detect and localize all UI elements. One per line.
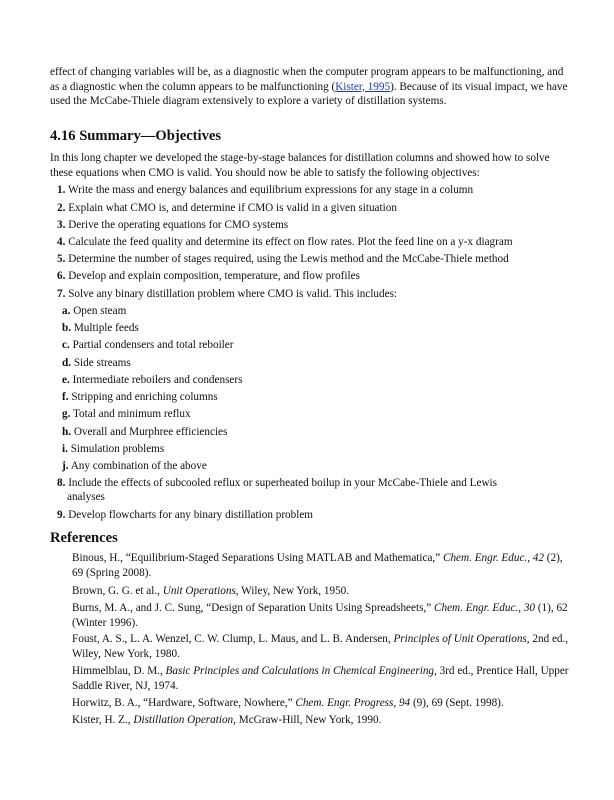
objective-number: 6. xyxy=(57,270,66,282)
sub-item-letter: g. xyxy=(62,408,71,420)
sub-item xyxy=(62,407,191,422)
reference-details: , Wiley, New York, 1950. xyxy=(235,585,350,597)
sub-item-text: Multiple feeds xyxy=(73,322,139,334)
reference-authors: Foust, A. S., L. A. Wenzel, C. W. Clump, L. Maus, and L. B. Andersen, xyxy=(72,633,394,645)
objective-item-continuation: analyses xyxy=(67,491,105,503)
objective-item xyxy=(57,252,509,267)
objective-text: Include the effects of subcooled reflux or superheated boilup in your McCabe-Thiele and Lewis xyxy=(68,477,497,489)
sub-item-text: Overall and Murphree efficiencies xyxy=(73,426,228,438)
reference-authors: Himmelblau, D. M., xyxy=(72,665,166,677)
section-heading-summary: 4.16 Summary—Objectives xyxy=(50,128,222,144)
sub-item-text: Any combination of the above xyxy=(70,460,207,472)
sub-item xyxy=(62,321,139,336)
sub-item-text: Partial condensers and total reboiler xyxy=(72,339,234,351)
reference-source: Unit Operations xyxy=(162,585,236,597)
objective-text: Calculate the feed quality and determine its effect on flow rates. Plot the feed line on a y-x diagram xyxy=(68,236,513,248)
kister-1995-link[interactable]: Kister, 1995 xyxy=(335,80,391,93)
reference-source: Chem. Engr. Educ., 42 xyxy=(443,552,544,564)
objective-number: 1. xyxy=(57,184,66,196)
objective-text: Explain what CMO is, and determine if CMO is valid in a given situation xyxy=(68,202,397,214)
sub-item xyxy=(62,442,164,457)
sub-item xyxy=(62,304,126,319)
sub-item xyxy=(62,425,227,440)
sub-item-text: Intermediate reboilers and condensers xyxy=(72,374,243,386)
reference-authors: Kister, H. Z., xyxy=(72,714,134,726)
objective-text: Develop flowcharts for any binary distillation problem xyxy=(68,509,314,521)
objective-number: 2. xyxy=(57,202,66,214)
reference-source: Principles of Unit Operations xyxy=(393,633,527,645)
objective-number: 4. xyxy=(57,236,66,248)
objective-number: 8. xyxy=(57,477,66,489)
intro-text-2: ). Because of its visual impact, we have used the McCabe-Thiele diagram extensively to explore a variety of distillation systems. xyxy=(50,80,568,108)
sub-item-letter: b. xyxy=(62,322,72,334)
sub-item-text: Open steam xyxy=(73,305,127,317)
sub-item-letter: c. xyxy=(62,339,70,351)
reference-entry xyxy=(72,551,572,580)
objective-text: Write the mass and energy balances and equilibrium expressions for any stage in a column xyxy=(68,184,474,196)
sub-item-letter: d. xyxy=(62,357,72,369)
sub-item-letter: j. xyxy=(62,460,69,472)
reference-entry xyxy=(72,584,572,599)
sub-item-letter: e. xyxy=(62,374,70,386)
sub-item-text: Total and minimum reflux xyxy=(73,408,191,420)
sub-item xyxy=(62,373,242,388)
objective-number: 3. xyxy=(57,219,66,231)
reference-source: Basic Principles and Calculations in Chemical Engineering xyxy=(165,665,435,677)
reference-details: , 3rd ed., Prentice Hall, Upper Saddle River, NJ, 1974. xyxy=(72,665,569,692)
reference-entry xyxy=(72,632,572,661)
reference-details: (2), 69 (Spring 2008). xyxy=(72,552,563,579)
objective-item xyxy=(57,508,313,523)
reference-authors: Burns, M. A., and J. C. Sung, “Design of Separation Units Using Spreadsheets,” xyxy=(72,602,435,614)
sub-item-letter: h. xyxy=(62,426,72,438)
objective-item xyxy=(57,269,360,284)
sub-item-text: Stripping and enriching columns xyxy=(71,391,218,403)
objective-item xyxy=(57,183,473,198)
reference-authors: Binous, H., “Equilibrium-Staged Separations Using MATLAB and Mathematica,” xyxy=(72,552,443,564)
sub-item-text: Simulation problems xyxy=(70,443,165,455)
objective-number: 7. xyxy=(57,288,66,300)
reference-details: (1), 62 (Winter 1996). xyxy=(72,602,568,629)
sub-item xyxy=(62,338,233,353)
objective-text: Develop and explain composition, temperature, and flow profiles xyxy=(68,270,360,282)
reference-source: Distillation Operation xyxy=(133,714,234,726)
reference-authors: Brown, G. G. et al., xyxy=(72,585,163,597)
reference-details: (9), 69 (Sept. 1998). xyxy=(410,697,504,709)
reference-details: , McGraw-Hill, New York, 1990. xyxy=(233,714,382,726)
reference-entry xyxy=(72,601,572,630)
objective-item xyxy=(57,476,497,491)
reference-entry xyxy=(72,713,572,728)
objective-number: 9. xyxy=(57,509,66,521)
sub-item-letter: f. xyxy=(62,391,69,403)
objective-text: Determine the number of stages required, using the Lewis method and the McCabe-Thiele method xyxy=(68,253,509,265)
sub-item xyxy=(62,356,131,371)
reference-entry xyxy=(72,664,572,693)
sub-item-letter: a. xyxy=(62,305,71,317)
objective-item xyxy=(57,287,397,302)
sub-item-text: Side streams xyxy=(73,357,131,369)
reference-source: Chem. Engr. Educ., 30 xyxy=(434,602,536,614)
section-heading-references: References xyxy=(50,530,118,546)
reference-details: , 2nd ed., Wiley, New York, 1980. xyxy=(72,633,569,660)
objective-number: 5. xyxy=(57,253,66,265)
summary-paragraph: In this long chapter we developed the stage-by-stage balances for distillation columns and showed how to solve these equations when CMO is valid. You should now be able to satisfy the following objectives: xyxy=(50,152,550,179)
reference-entry xyxy=(72,696,572,711)
sub-item xyxy=(62,459,207,474)
sub-item-letter: i. xyxy=(62,443,68,455)
intro-text-1: effect of changing variables will be, as a diagnostic when the computer program appears to be malfunctioning, and as a diagnostic when the column appears to be malfunctioning ( xyxy=(50,66,564,93)
objective-item xyxy=(57,218,288,233)
objective-text: Solve any binary distillation problem where CMO is valid. This includes: xyxy=(68,288,398,300)
reference-source: Chem. Engr. Progress, 94 xyxy=(295,697,411,709)
objective-text: Derive the operating equations for CMO systems xyxy=(68,219,289,231)
objective-item xyxy=(57,201,397,216)
sub-item xyxy=(62,390,218,405)
reference-authors: Horwitz, B. A., “Hardware, Software, Nowhere,” xyxy=(72,697,296,709)
objective-item xyxy=(57,235,513,250)
intro-paragraph xyxy=(50,65,570,109)
